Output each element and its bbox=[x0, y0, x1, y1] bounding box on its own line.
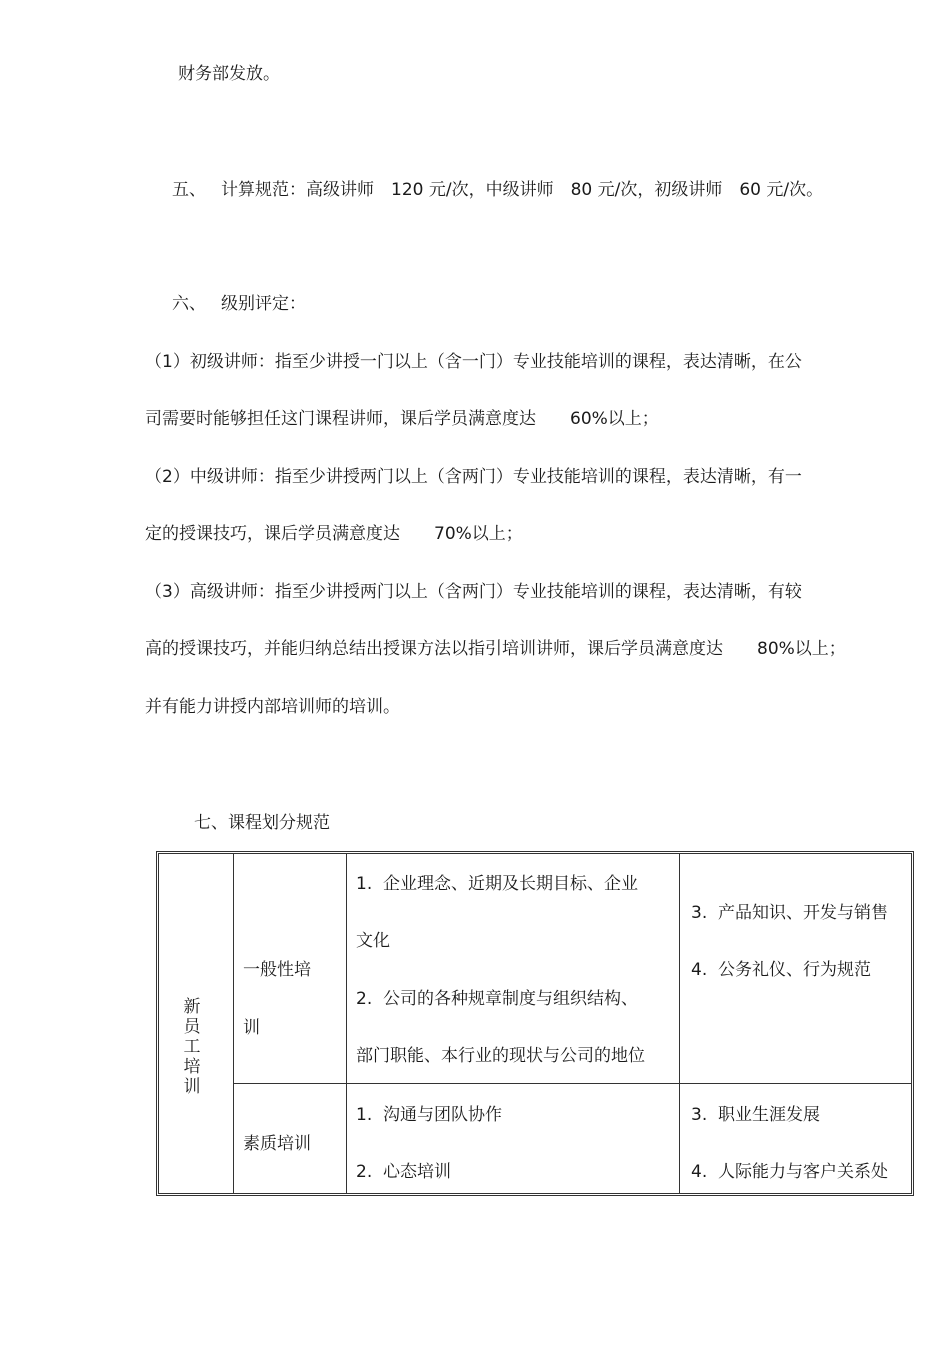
general-item-3: 3. 产品知识、开发与销售 bbox=[691, 903, 889, 923]
general-item-1-line2: 文化 bbox=[356, 931, 390, 951]
quality-item-3: 3. 职业生涯发展 bbox=[691, 1105, 821, 1125]
general-item-1-line1: 1. 企业理念、近期及长期目标、企业 bbox=[356, 874, 639, 894]
level-middle-line2: 定的授课技巧，课后学员满意度达 70%以上； bbox=[145, 524, 523, 544]
category-general-line2: 训 bbox=[243, 1018, 260, 1038]
category-general-line1: 一般性培 bbox=[243, 960, 311, 980]
section-6-text: 级别评定： bbox=[221, 294, 306, 314]
course-table bbox=[156, 851, 914, 1196]
general-item-4: 4. 公务礼仪、行为规范 bbox=[691, 960, 872, 980]
level-junior-line2: 司需要时能够担任这门课程讲师，课后学员满意度达 60%以上； bbox=[145, 409, 659, 429]
quality-item-1: 1. 沟通与团队协作 bbox=[356, 1105, 503, 1125]
level-senior-line1: （3）高级讲师：指至少讲授两门以上（含两门）专业技能培训的课程，表达清晰，有较 bbox=[145, 582, 802, 602]
table-row-divider bbox=[233, 1083, 911, 1084]
table-divider bbox=[233, 854, 234, 1193]
level-junior-line1: （1）初级讲师：指至少讲授一门以上（含一门）专业技能培训的课程，表达清晰，在公 bbox=[145, 352, 802, 372]
level-middle-line1: （2）中级讲师：指至少讲授两门以上（含两门）专业技能培训的课程，表达清晰，有一 bbox=[145, 467, 802, 487]
quality-item-4: 4. 人际能力与客户关系处 bbox=[691, 1162, 889, 1182]
level-senior-line2: 高的授课技巧，并能归纳总结出授课方法以指引培训讲师，课后学员满意度达 80%以上； bbox=[145, 639, 846, 659]
category-quality: 素质培训 bbox=[243, 1134, 311, 1154]
table-divider bbox=[346, 854, 347, 1193]
general-item-2-line2: 部门职能、本行业的现状与公司的地位 bbox=[356, 1046, 645, 1066]
section-5-text: 计算规范：高级讲师 120 元/次，中级讲师 80 元/次，初级讲师 60 元/次。 bbox=[221, 180, 824, 200]
paragraph-finance: 财务部发放。 bbox=[178, 64, 280, 84]
general-item-2-line1: 2. 公司的各种规章制度与组织结构、 bbox=[356, 989, 639, 1009]
section-6-number: 六、 bbox=[172, 294, 206, 314]
level-senior-line3: 并有能力讲授内部培训师的培训。 bbox=[145, 697, 400, 717]
section-7-title: 七、课程划分规范 bbox=[194, 813, 330, 833]
section-5-number: 五、 bbox=[172, 180, 206, 200]
quality-item-2: 2. 心态培训 bbox=[356, 1162, 452, 1182]
new-employee-training-label: 新 员 工 培 训 bbox=[183, 997, 201, 1097]
table-divider bbox=[679, 854, 680, 1193]
